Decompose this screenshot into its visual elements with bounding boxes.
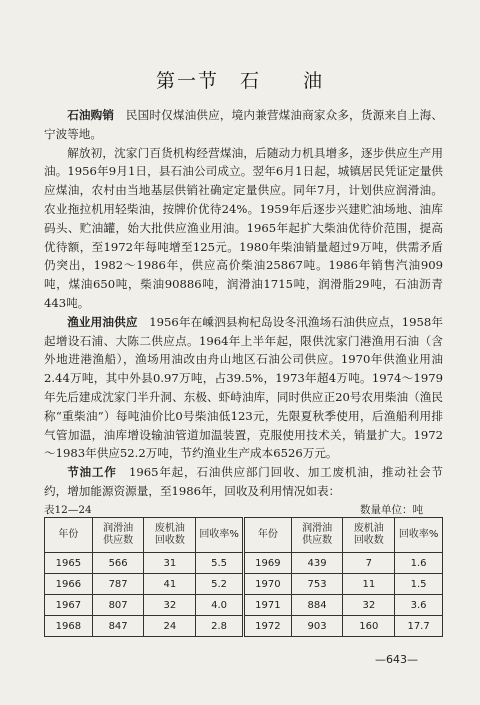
table-cell: 5.2 bbox=[196, 574, 244, 595]
table-unit-note: 数量单位：吨 bbox=[360, 504, 423, 516]
header-waste-recovered: 废机油 回收数 bbox=[343, 518, 395, 553]
table-label: 表12—24 bbox=[44, 504, 92, 516]
paragraph-text: 解放初，沈家门百货机构经营煤油，后随动力机具增多，逐步供应生产用油。1956年9月1日，县石油公司成立。翌年6月1日起，城镇居民凭证定量供应煤油，农村由当地基层供销社确定定量供应。同年7月，计划供应润滑油。农业拖拉机用轻柴油，按牌价优待24%。1959年后逐步兴建贮油场地、油库码头、贮油罐，始大批供应渔业用油。1965年起扩大柴油优待价范围，提高优待额，至1972年每吨增至125元。1980年柴油销量超过9万吨，供需矛盾仍突出，1982～1986年，供应高价柴油25867吨。1986年销售汽油909吨，煤油650吨，柴油90886吨，润滑油1715吨，润滑脂29吨，石油沥青443吨。 bbox=[44, 145, 443, 310]
table-meta bbox=[44, 502, 443, 517]
table-cell: 807 bbox=[92, 595, 144, 616]
body-text bbox=[44, 106, 443, 501]
paragraph-post-liberation bbox=[44, 144, 443, 313]
table-cell: 439 bbox=[291, 553, 343, 574]
header-year: 年份 bbox=[243, 518, 291, 553]
table-cell: 2.8 bbox=[196, 616, 244, 637]
paragraph-oil-sales bbox=[44, 106, 443, 144]
header-recovery-rate: 回收率% bbox=[395, 518, 443, 553]
table-cell: 1966 bbox=[45, 574, 93, 595]
table-cell: 1.5 bbox=[395, 574, 443, 595]
table-cell: 11 bbox=[343, 574, 395, 595]
table-cell: 3.6 bbox=[395, 595, 443, 616]
table-cell: 31 bbox=[144, 553, 196, 574]
table-cell: 17.7 bbox=[395, 616, 443, 637]
header-lube-supply: 润滑油 供应数 bbox=[92, 518, 144, 553]
table-cell: 24 bbox=[144, 616, 196, 637]
paragraph-text: 1956年在嵊泗县枸杞岛设冬汛渔场石油供应点，1958年起增设石浦、大陈二供应点。1964年上半年起，限供沈家门港渔用石油（含外地进港渔船），渔场用油改由舟山地区石油公司供应。1970年供渔业用油2.44万吨，其中外县0.97万吨，占39.5%，1973年超4万吨。1974～1979年先后建成沈家门半升洞、东极、虾峙油库，同时供应正20号农用柴油（渔民称“重柴油”）每吨油价比0号柴油低123元，先限夏秋季使用，后渔船利用排气管加温，油库增设输油管道加温装置，克服使用技术关，销量扩大。1972～1983年供应52.2万吨，节约渔业生产成本6526万元。 bbox=[44, 314, 443, 461]
table-cell: 32 bbox=[144, 595, 196, 616]
table-cell: 1.6 bbox=[395, 553, 443, 574]
header-lube-supply: 润滑油 供应数 bbox=[291, 518, 343, 553]
table-cell: 1970 bbox=[243, 574, 291, 595]
table-cell: 884 bbox=[291, 595, 343, 616]
heading-oil-sales: 石油购销 bbox=[67, 108, 115, 122]
table-cell: 903 bbox=[291, 616, 343, 637]
table-cell: 32 bbox=[343, 595, 395, 616]
recycling-table bbox=[44, 517, 443, 637]
table-cell: 160 bbox=[343, 616, 395, 637]
table-cell: 7 bbox=[343, 553, 395, 574]
table-cell: 1972 bbox=[243, 616, 291, 637]
heading-oil-saving: 节油工作 bbox=[67, 465, 117, 480]
table-row bbox=[45, 553, 443, 574]
table-cell: 1969 bbox=[243, 553, 291, 574]
page-number: —643— bbox=[375, 653, 418, 666]
header-recovery-rate: 回收率% bbox=[196, 518, 244, 553]
table-row bbox=[45, 574, 443, 595]
table-cell: 847 bbox=[92, 616, 144, 637]
table-row bbox=[45, 595, 443, 616]
table-cell: 1968 bbox=[45, 616, 93, 637]
table-cell: 1965 bbox=[45, 553, 93, 574]
heading-fishery-oil: 渔业用油供应 bbox=[67, 314, 138, 329]
table-cell: 753 bbox=[291, 574, 343, 595]
table-cell: 566 bbox=[92, 553, 144, 574]
table-cell: 787 bbox=[92, 574, 144, 595]
table-header-row bbox=[45, 518, 443, 553]
section-title: 第一节 石 油 bbox=[155, 70, 324, 92]
paragraph-text: 1965年起，石油供应部门回收、加工废机油，推动社会节约，增加能源资源量，至1986年，回收及利用情况如表： bbox=[44, 465, 443, 498]
table-cell: 1967 bbox=[45, 595, 93, 616]
table-cell: 5.5 bbox=[196, 553, 244, 574]
header-waste-recovered: 废机油 回收数 bbox=[144, 518, 196, 553]
table-cell: 4.0 bbox=[196, 595, 244, 616]
table-cell: 41 bbox=[144, 574, 196, 595]
table-cell: 1971 bbox=[243, 595, 291, 616]
paragraph-fishery-oil bbox=[44, 313, 443, 463]
table-row bbox=[45, 616, 443, 637]
paragraph-text: 民国时仅煤油供应，境内兼营煤油商家众多，货源来自上海、宁波等地。 bbox=[44, 108, 443, 141]
paragraph-oil-saving bbox=[44, 463, 443, 501]
header-year: 年份 bbox=[45, 518, 93, 553]
